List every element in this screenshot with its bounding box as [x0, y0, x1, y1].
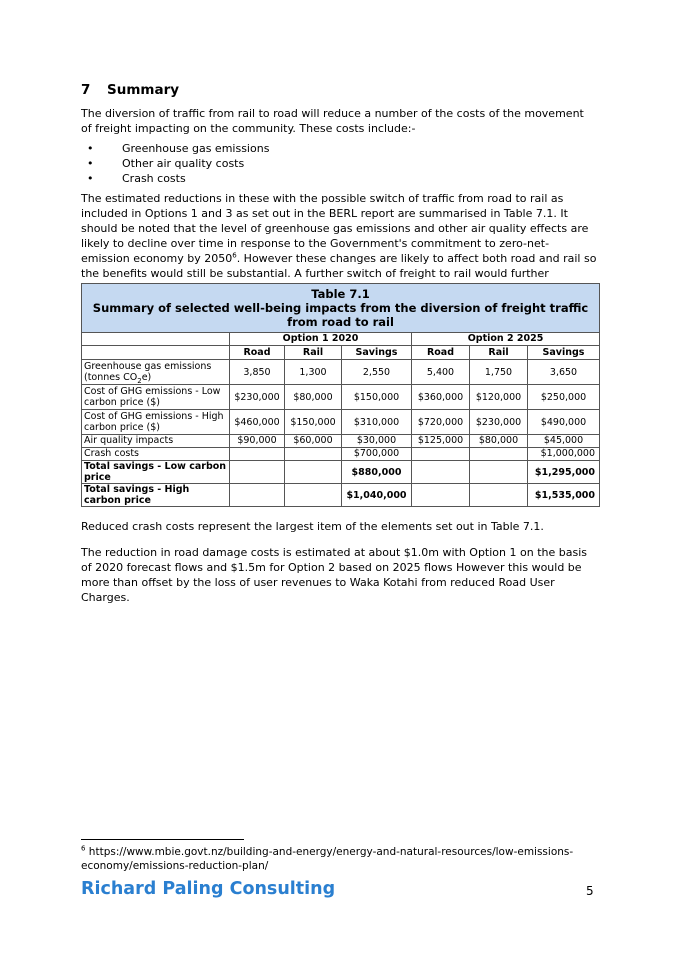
table-row	[82, 461, 600, 484]
row-label: Total savings - High carbon price	[82, 484, 230, 507]
row-label: Cost of GHG emissions - Low carbon price ($)	[82, 385, 230, 410]
page-number: 5	[586, 884, 594, 898]
table-cell: $80,000	[470, 435, 528, 448]
footnote-number: 6	[81, 844, 86, 853]
table-cell: 1,750	[470, 360, 528, 385]
option1-header: Option 1 2020	[230, 333, 412, 346]
table-cell	[285, 448, 342, 461]
brand-name: Richard Paling Consulting	[81, 879, 336, 899]
table-cell: 3,850	[230, 360, 285, 385]
table-cell: $1,535,000	[528, 484, 600, 507]
column-header: Road	[412, 346, 470, 360]
table-cell: 1,300	[285, 360, 342, 385]
table-row	[82, 484, 600, 507]
table-cell: $80,000	[285, 385, 342, 410]
table-cell: $1,040,000	[342, 484, 412, 507]
section-number: 7	[81, 82, 91, 98]
section-heading	[81, 82, 179, 98]
table-row	[82, 448, 600, 461]
intro-paragraph: The diversion of traffic from rail to road will reduce a number of the costs of the movement of freight impacting on the community. These costs include:-	[81, 107, 584, 135]
section-title: Summary	[107, 82, 180, 98]
table-cell: $700,000	[342, 448, 412, 461]
table-cell	[412, 484, 470, 507]
table-cell: $360,000	[412, 385, 470, 410]
table-cell	[230, 461, 285, 484]
row-label: Air quality impacts	[82, 435, 230, 448]
table-cell: 3,650	[528, 360, 600, 385]
table-cell: $460,000	[230, 410, 285, 435]
table-cell: $230,000	[470, 410, 528, 435]
table-cell: $230,000	[230, 385, 285, 410]
bullet-icon: •	[87, 157, 94, 170]
table-cell	[285, 484, 342, 507]
estimate-paragraph: The estimated reductions in these with the possible switch of traffic from road to rail as included in Options 1 and 3 as set out in the BERL report are summarised in Table 7.1. It should be noted that the level of greenhouse gas emissions and other air quality effects are likely to decline over time in response to the Government's commitment to zero-net-emission economy by 2050$^6$. However these changes are likely to affect both road and rail so the benefits would still be substantial. A further switch of freight to rail would further	[81, 192, 597, 280]
column-header: Savings	[528, 346, 600, 360]
table-cell: $720,000	[412, 410, 470, 435]
table-title: Summary of selected well-being impacts from the diversion of freight traffic from road to rail	[92, 301, 589, 329]
table-cell	[470, 461, 528, 484]
bullet-icon: •	[87, 142, 94, 155]
table-cell	[230, 484, 285, 507]
table-caption	[82, 284, 600, 333]
column-header: Savings	[342, 346, 412, 360]
footnote-link[interactable]: https://www.mbie.govt.nz/building-and-energy/energy-and-natural-resources/low-emissions-economy/emissions-reduction-plan/	[81, 846, 574, 872]
table-cell: $125,000	[412, 435, 470, 448]
row-label: Cost of GHG emissions - High carbon price ($)	[82, 410, 230, 435]
footnote	[81, 845, 581, 873]
table-cell	[412, 461, 470, 484]
table-cell: $880,000	[342, 461, 412, 484]
column-header: Road	[230, 346, 285, 360]
table-header-blank	[82, 333, 230, 346]
table-cell: $1,000,000	[528, 448, 600, 461]
table-cell: 2,550	[342, 360, 412, 385]
table-number: Table 7.1	[311, 287, 370, 301]
table-cell: $45,000	[528, 435, 600, 448]
table-header-blank	[82, 346, 230, 360]
table-cell: $150,000	[285, 410, 342, 435]
column-header: Rail	[285, 346, 342, 360]
table-row	[82, 360, 600, 385]
table-cell: $1,295,000	[528, 461, 600, 484]
option2-header: Option 2 2025	[412, 333, 600, 346]
row-label: Greenhouse gas emissions (tonnes $CO_2e$)	[82, 360, 230, 385]
table-cell	[470, 484, 528, 507]
table-cell: $60,000	[285, 435, 342, 448]
table-row	[82, 385, 600, 410]
table-cell: 5,400	[412, 360, 470, 385]
impacts-table	[81, 283, 600, 507]
list-item: • Greenhouse gas emissions	[81, 141, 269, 156]
table-cell: $310,000	[342, 410, 412, 435]
crash-paragraph: Reduced crash costs represent the largest item of the elements set out in Table 7.1.	[81, 520, 544, 533]
road-damage-paragraph: The reduction in road damage costs is estimated at about $1.0m with Option 1 on the basis of 2020 forecast flows and $1.5m for Option 2 based on 2025 flows However this would be more than offset by the loss of user revenues to Waka Kotahi from reduced Road User Charges.	[81, 546, 587, 604]
table-cell	[285, 461, 342, 484]
table-row	[82, 410, 600, 435]
table-cell: $90,000	[230, 435, 285, 448]
table-cell: $250,000	[528, 385, 600, 410]
table-cell: $120,000	[470, 385, 528, 410]
bullet-icon: •	[87, 172, 94, 185]
table-cell: $30,000	[342, 435, 412, 448]
row-label: Total savings - Low carbon price	[82, 461, 230, 484]
table-row	[82, 435, 600, 448]
column-header: Rail	[470, 346, 528, 360]
table-cell	[470, 448, 528, 461]
table-cell	[230, 448, 285, 461]
table-cell: $490,000	[528, 410, 600, 435]
table-cell: $150,000	[342, 385, 412, 410]
list-item: • Crash costs	[81, 171, 269, 186]
list-item: • Other air quality costs	[81, 156, 269, 171]
row-label: Crash costs	[82, 448, 230, 461]
table-cell	[412, 448, 470, 461]
footnote-reference: 6	[232, 251, 237, 260]
footnote-divider	[81, 839, 244, 840]
cost-list	[81, 141, 269, 186]
